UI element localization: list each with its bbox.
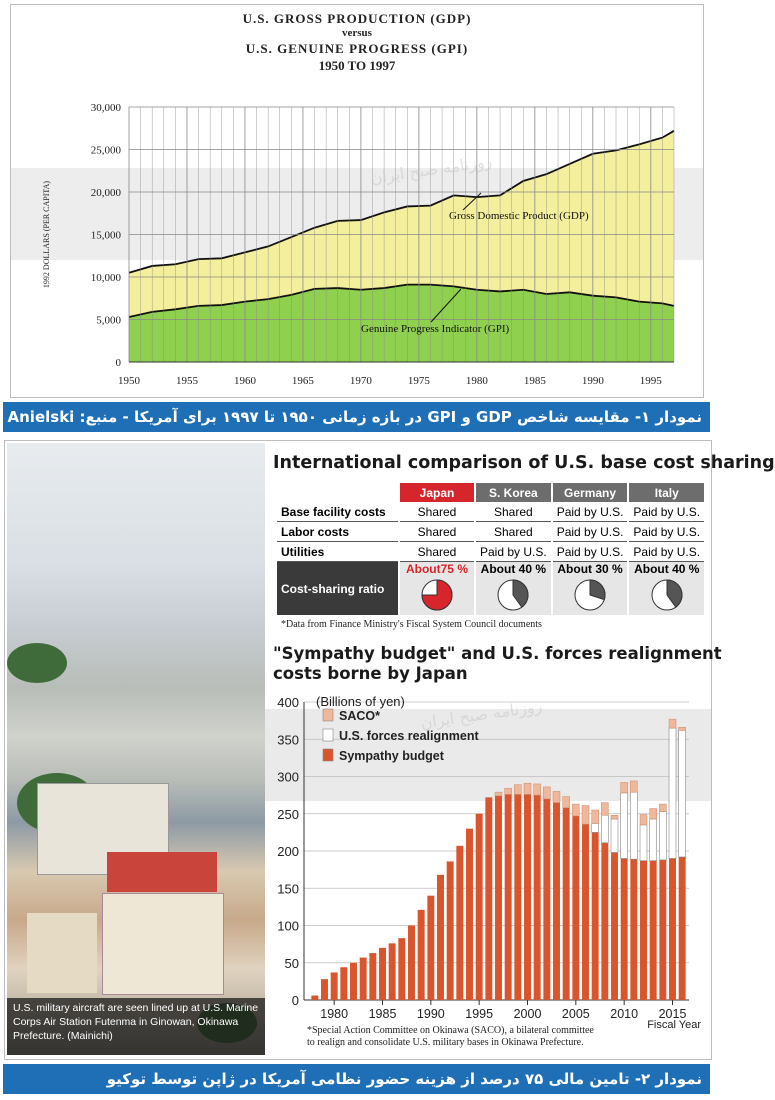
x-tick-label: 1975 — [407, 375, 430, 387]
y-axis-label: 1992 DOLLARS (PER CAPITA) — [42, 180, 51, 289]
ratio-text: About75 % — [405, 562, 468, 576]
bar-sympathy-budget — [592, 832, 599, 1000]
y-tick-label: 30,000 — [90, 102, 121, 114]
bar-saco — [650, 809, 657, 819]
bar-sympathy-budget — [679, 857, 686, 1000]
bar-sympathy-budget — [437, 875, 444, 1000]
row-label: Base facility costs — [277, 502, 399, 522]
table-cell: Shared — [475, 522, 552, 542]
saco-note-line-2: to realign and consolidate U.S. military bases in Okinawa Prefecture. — [307, 1037, 584, 1048]
row-label: Utilities — [277, 542, 399, 562]
y-tick-label: 5,000 — [96, 314, 121, 327]
bar-sympathy-budget — [485, 797, 492, 1000]
bar-saco — [534, 784, 541, 795]
comparison-table-title: International comparison of U.S. base cost sharing — [273, 453, 775, 473]
x-tick-label: 2000 — [513, 1007, 542, 1021]
bar-sympathy-budget — [524, 794, 531, 1000]
chart2-caption: نمودار ۲- تامین مالی ۷۵ درصد از هزینه حضور نظامی آمریکا در ژاپن توسط توکیو — [3, 1064, 710, 1094]
bar-sympathy-budget — [601, 843, 608, 1000]
y-tick-label: 15,000 — [90, 229, 121, 242]
bar-sympathy-budget — [534, 795, 541, 1000]
bar-saco — [572, 804, 579, 816]
y-tick-label: 20,000 — [90, 187, 121, 199]
table-cell: Paid by U.S. — [552, 502, 629, 522]
bar-sympathy-budget — [582, 824, 589, 1000]
bar-sympathy-budget — [505, 794, 512, 1000]
ratio-text: About 40 % — [480, 562, 547, 576]
x-tick-label: 1985 — [523, 375, 546, 387]
bar-realignment — [601, 815, 608, 843]
x-tick-label: 1955 — [175, 375, 198, 387]
bar-saco — [640, 814, 647, 824]
table-cell: Shared — [399, 542, 475, 562]
column-header-japan: Japan — [399, 483, 475, 502]
photo-caption: U.S. military aircraft are seen lined up at U.S. Marine Corps Air Station Futenma in Ginowan, Okinawa Prefecture. (Mainichi) — [7, 998, 265, 1055]
unit-label: (Billions of yen) — [316, 694, 405, 709]
x-tick-label: 1985 — [368, 1007, 397, 1021]
bar-sympathy-budget — [311, 996, 318, 1000]
bar-saco — [582, 806, 589, 825]
x-tick-label: 1995 — [465, 1007, 494, 1021]
chart2-title-line-1: "Sympathy budget" and U.S. forces realignment — [273, 644, 722, 663]
y-tick-label: 250 — [277, 806, 299, 822]
x-axis-label: Fiscal Year — [647, 1019, 701, 1031]
bar-sympathy-budget — [408, 926, 415, 1001]
bar-sympathy-budget — [669, 858, 676, 1000]
legend-label: SACO* — [339, 709, 380, 723]
y-tick-label: 0 — [115, 357, 121, 369]
bar-saco — [659, 804, 666, 811]
bar-realignment — [640, 825, 647, 861]
bar-saco — [495, 792, 502, 796]
legend-label: Sympathy budget — [339, 749, 444, 763]
bar-sympathy-budget — [659, 860, 666, 1000]
bar-realignment — [621, 793, 628, 859]
bar-realignment — [592, 823, 599, 832]
gdp-gpi-chart-panel — [10, 4, 704, 398]
ratio-text: About 30 % — [557, 562, 623, 576]
bar-sympathy-budget — [331, 972, 338, 1000]
table-cell: Paid by U.S. — [475, 542, 552, 562]
bar-sympathy-budget — [379, 948, 386, 1000]
watermark-small-2: روزنامه صبح ایران — [419, 696, 544, 733]
x-tick-label: 1990 — [416, 1007, 445, 1021]
y-tick-label: 300 — [277, 769, 299, 785]
chart1-caption: نمودار ۱- مقایسه شاخص GDP و GPI در بازه زمانی ۱۹۵۰ تا ۱۹۹۷ برای آمریکا - منبع: Anielski — [3, 402, 710, 432]
legend-swatch — [323, 749, 333, 761]
bar-sympathy-budget — [389, 943, 396, 1000]
legend-swatch — [323, 729, 333, 741]
bar-sympathy-budget — [447, 861, 454, 1000]
y-tick-label: 25,000 — [90, 144, 121, 157]
bar-realignment — [679, 730, 686, 857]
row-label: Labor costs — [277, 522, 399, 542]
bar-saco — [669, 719, 676, 728]
chart1-title-line-3: U.S. GENUINE PROGRESS (GPI) — [245, 41, 469, 56]
x-tick-label: 2005 — [561, 1007, 590, 1021]
sympathy-budget-bar-chart — [5, 441, 711, 1059]
x-tick-label: 1980 — [320, 1007, 349, 1021]
gdp-annotation: Gross Domestic Product (GDP) — [449, 210, 589, 222]
bar-saco — [514, 785, 521, 795]
gdp-gpi-area-chart — [11, 5, 703, 397]
bar-realignment — [611, 819, 618, 853]
chart1-title-line-4: 1950 TO 1997 — [318, 58, 396, 73]
table-cell: Paid by U.S. — [552, 542, 629, 562]
bar-sympathy-budget — [418, 910, 425, 1000]
bar-sympathy-budget — [572, 816, 579, 1000]
bar-realignment — [659, 812, 666, 860]
bar-realignment — [630, 792, 637, 859]
japan-cost-sharing-panel — [4, 440, 775, 1060]
bar-saco — [505, 788, 512, 794]
y-tick-label: 0 — [291, 993, 299, 1008]
chart1-title-line-2: versus — [342, 27, 372, 39]
bar-sympathy-budget — [611, 852, 618, 1000]
bar-sympathy-budget — [427, 896, 434, 1000]
table-source-note: *Data from Finance Ministry's Fiscal System Council documents — [281, 619, 542, 630]
bar-sympathy-budget — [621, 858, 628, 1000]
bar-saco — [679, 727, 686, 730]
x-tick-label: 1990 — [581, 375, 604, 387]
legend-swatch — [323, 709, 333, 721]
x-tick-label: 2010 — [610, 1007, 639, 1021]
bar-saco — [601, 803, 608, 816]
chart1-title-line-1: U.S. GROSS PRODUCTION (GDP) — [242, 11, 472, 26]
y-tick-label: 350 — [277, 732, 299, 748]
y-tick-label: 400 — [277, 695, 299, 710]
legend-label: U.S. forces realignment — [339, 729, 479, 743]
bar-saco — [621, 782, 628, 792]
column-header-s-korea: S. Korea — [475, 483, 552, 502]
bar-sympathy-budget — [340, 967, 347, 1000]
x-tick-label: 1995 — [639, 375, 662, 387]
table-cell: Shared — [399, 502, 475, 522]
x-tick-label: 1950 — [118, 375, 140, 387]
y-tick-label: 100 — [277, 918, 299, 934]
table-cell: Paid by U.S. — [628, 502, 705, 522]
chart2-title-line-2: costs borne by Japan — [273, 664, 468, 683]
bar-saco — [630, 781, 637, 792]
bar-sympathy-budget — [456, 846, 463, 1000]
ratio-text: About 40 % — [634, 562, 700, 576]
bar-sympathy-budget — [369, 953, 376, 1000]
bar-saco — [611, 815, 618, 819]
y-tick-label: 200 — [277, 844, 299, 859]
bar-sympathy-budget — [321, 979, 328, 1000]
bar-sympathy-budget — [398, 938, 405, 1000]
gpi-annotation: Genuine Progress Indicator (GPI) — [361, 323, 510, 335]
bar-sympathy-budget — [553, 803, 560, 1000]
bar-saco — [553, 791, 560, 802]
bar-realignment — [669, 728, 676, 858]
watermark-small-1: روزنامه صبح ایران — [369, 151, 494, 188]
x-tick-label: 2015 — [658, 1007, 687, 1021]
table-cell: Paid by U.S. — [552, 522, 629, 542]
bar-sympathy-budget — [650, 861, 657, 1000]
bar-sympathy-budget — [466, 829, 473, 1000]
bar-sympathy-budget — [543, 799, 550, 1000]
x-tick-label: 1970 — [349, 375, 372, 387]
ratio-label: Cost-sharing ratio — [277, 562, 399, 616]
table-cell: Paid by U.S. — [628, 522, 705, 542]
bar-sympathy-budget — [476, 814, 483, 1000]
bar-sympathy-budget — [563, 808, 570, 1000]
bar-sympathy-budget — [495, 796, 502, 1000]
x-tick-label: 1980 — [465, 375, 488, 387]
saco-note — [307, 1025, 594, 1049]
bar-saco — [563, 797, 570, 808]
bar-saco — [524, 783, 531, 794]
bar-sympathy-budget — [514, 794, 521, 1000]
bar-saco — [543, 787, 550, 799]
column-header-germany: Germany — [552, 483, 629, 502]
saco-note-line-1: *Special Action Committee on Okinawa (SACO), a bilateral committee — [307, 1025, 594, 1036]
x-tick-label: 1960 — [233, 375, 256, 387]
x-tick-label: 1965 — [291, 375, 314, 387]
table-cell: Shared — [475, 502, 552, 522]
y-tick-label: 50 — [284, 955, 299, 971]
y-tick-label: 150 — [277, 881, 299, 897]
bar-saco — [592, 810, 599, 823]
table-cell: Shared — [399, 522, 475, 542]
column-header-italy: Italy — [628, 483, 705, 502]
bar-sympathy-budget — [630, 859, 637, 1000]
bar-sympathy-budget — [360, 958, 367, 1000]
y-tick-label: 10,000 — [90, 272, 121, 284]
table-cell: Paid by U.S. — [628, 542, 705, 562]
bar-realignment — [650, 819, 657, 861]
bar-sympathy-budget — [640, 861, 647, 1000]
bar-sympathy-budget — [350, 963, 357, 1000]
